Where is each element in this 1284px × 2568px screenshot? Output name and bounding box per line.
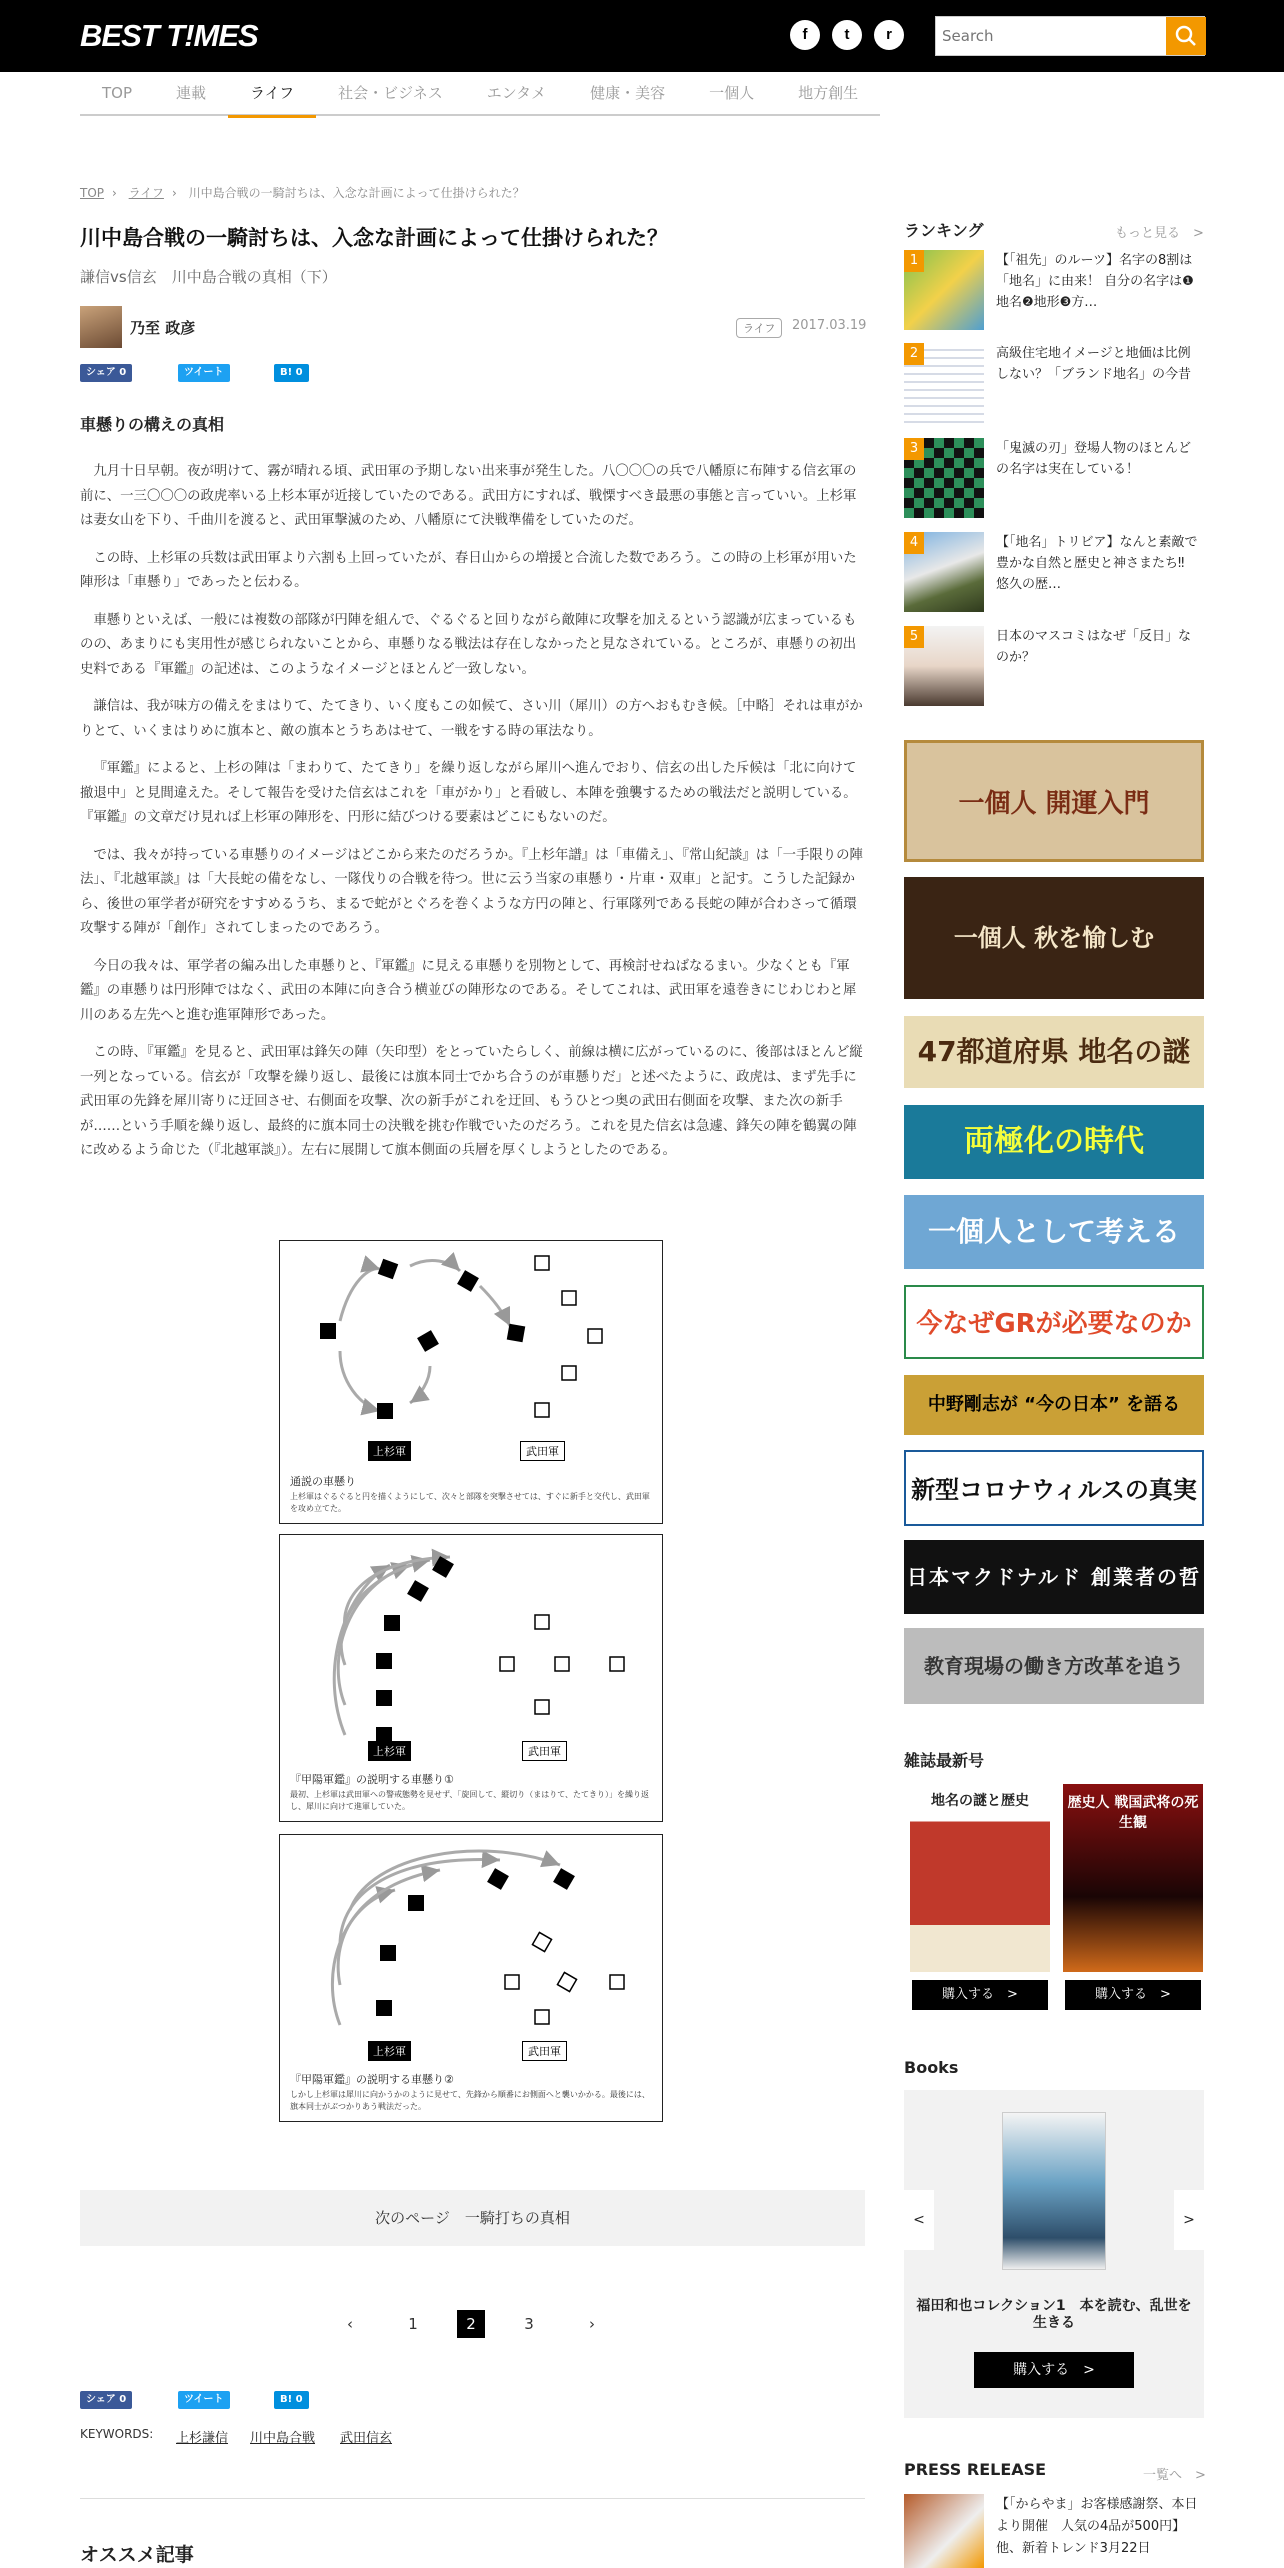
figure-caption: 『甲陽軍鑑』の説明する車懸り② bbox=[290, 2073, 454, 2086]
rank-number: 3 bbox=[904, 438, 924, 460]
search-button[interactable] bbox=[1166, 17, 1206, 55]
keyword-link[interactable]: 上杉謙信 bbox=[176, 2431, 229, 2446]
twitter-icon[interactable]: t bbox=[832, 20, 862, 50]
keywords-label: KEYWORDS: bbox=[80, 2427, 154, 2441]
ranking-item-title[interactable]: 【「地名」トリビア】なんと素敵で豊かな自然と歴史と神さまたち‼ 悠久の歴… bbox=[996, 535, 1198, 592]
uesugi-label: 上杉軍 bbox=[368, 2041, 411, 2061]
figure-description: しかし上杉軍は犀川に向かうかのように見せて、先鋒から順番にお側面へと襲いかかる。最後には、旗本同士がぶつかりあう戦法だった。 bbox=[290, 2090, 650, 2111]
ranking-item-title[interactable]: 【「祖先」のルーツ】名字の8割は「地名」に由来！ 自分の名字は❶地名❷地形❸方… bbox=[996, 253, 1194, 310]
banner-mcdonalds[interactable] bbox=[904, 1540, 1204, 1614]
nav-society-business[interactable]: 社会・ビジネス bbox=[338, 84, 443, 102]
book-title[interactable]: 福田和也コレクション1 本を読む、乱世を生きる bbox=[916, 2298, 1192, 2331]
author-name[interactable]: 乃至 政彦 bbox=[130, 319, 196, 337]
press-release-heading: PRESS RELEASE bbox=[904, 2460, 1047, 2479]
uesugi-label: 上杉軍 bbox=[368, 1441, 411, 1461]
carousel-prev-button[interactable]: < bbox=[904, 2190, 934, 2250]
ranking-thumb[interactable] bbox=[904, 438, 984, 518]
magazine-cover[interactable] bbox=[1063, 1784, 1203, 1972]
buy-button[interactable]: 購入する > bbox=[1065, 1980, 1201, 2010]
chevron-right-icon: › bbox=[171, 186, 177, 200]
ranking-thumb[interactable] bbox=[904, 532, 984, 612]
banner-kaiun[interactable] bbox=[904, 740, 1204, 862]
figure-description: 上杉軍はぐるぐると円を描くようにして、次々と部隊を突撃させては、すぐに新手と交代し、武田軍を攻め立てた。 bbox=[290, 1492, 650, 1513]
ranking-item-title[interactable]: 高級住宅地イメージと地価は比例しない？「ブランド地名」の今昔 bbox=[996, 346, 1192, 382]
banner-text: 両極化の時代 bbox=[964, 1124, 1144, 1159]
pagination-page-1[interactable]: 1 bbox=[408, 2315, 418, 2333]
divider bbox=[80, 2498, 865, 2499]
chevron-right-icon: › bbox=[112, 186, 117, 200]
quote-paragraph: 謙信は、我が味方の備えをまはりて、たてきり、いく度もこの如候て、さい川（犀川）の方へおもむき候。［中略］それは車がかりとて、いくまはりめに旗本と、敵の旗本とうちあはせて、一戦をする時の軍法なり。 bbox=[80, 699, 863, 739]
ranking-thumb[interactable] bbox=[904, 626, 984, 706]
banner-ikkojin-kangaeru[interactable] bbox=[904, 1195, 1204, 1269]
nav-health-beauty[interactable]: 健康・美容 bbox=[590, 84, 666, 102]
diagram-koyo-gunkan-1 bbox=[279, 1534, 663, 1822]
paragraph: 『軍鑑』によると、上杉の陣は「まわりて、たてきり」を繰り返しながら犀川へ進んでおり、信玄の出した斥候は「北に向けて撤退中」と見間違えた。そして報告を受けた信玄はこれを「車がかり」と看破し、本陣を強襲するための戦法だと説明している。『軍鑑』の文章だけ見れば上杉軍の陣形を、円形に結びつける要素はどこにもないのだ。 bbox=[80, 761, 857, 825]
nav-entertainment[interactable]: エンタメ bbox=[486, 84, 547, 102]
uesugi-label: 上杉軍 bbox=[368, 1741, 411, 1761]
paragraph: では、我々が持っている車懸りのイメージはどこから来たのだろうか。『上杉年譜』は「車備え」、『常山紀談』は「一手限りの陣法」、『北越軍談』は「大長蛇の備をなし、一隊伐りの合戦を待つ。世に云う当家の車懸り・片車・双車」と記す。こうした記録から、後世の軍学者が研究をすすめるうち、まるで蛇がとぐろを巻くような方円の陣と、行軍隊列である長蛇の陣が合わさって循環攻撃する陣が「創作」されてしまったのであろう。 bbox=[80, 847, 863, 936]
breadcrumb-life[interactable]: ライフ bbox=[128, 186, 164, 200]
search-icon bbox=[1166, 17, 1206, 55]
nav-top[interactable]: TOP bbox=[102, 84, 133, 102]
rank-number: 5 bbox=[904, 626, 924, 648]
diagram-conventional-kurumagakari bbox=[279, 1240, 663, 1524]
book-cover[interactable] bbox=[1002, 2112, 1106, 2270]
books-carousel bbox=[904, 2090, 1204, 2418]
ranking-heading: ランキング bbox=[904, 221, 984, 240]
banner-chimei[interactable] bbox=[904, 1016, 1204, 1088]
hatena-bookmark-button[interactable]: B! 0 bbox=[274, 364, 309, 382]
figure-caption: 通説の車懸り bbox=[290, 1475, 356, 1488]
magazines-heading: 雑誌最新号 bbox=[904, 1751, 985, 1770]
paragraph: この時、上杉軍の兵数は武田軍より六割も上回っていたが、春日山からの増援と合流した数であろう。この時の上杉軍が用いた陣形は「車懸り」であったと伝わる。 bbox=[80, 550, 857, 590]
hatena-bookmark-button[interactable]: B! 0 bbox=[274, 2391, 309, 2409]
ranking-item-title[interactable]: 「鬼滅の刃」登場人物のほとんどの名字は実在している！ bbox=[996, 441, 1192, 477]
search-input[interactable] bbox=[936, 17, 1166, 55]
figure-description: 最初、上杉軍は武田軍への警戒態勢を見せず、「旋回して、縦切り（まはりて、たてきり）」を繰り返し、犀川に向けて進軍していた。 bbox=[290, 1790, 650, 1811]
site-header bbox=[0, 0, 1284, 72]
ranking-more-link[interactable]: もっと見る > bbox=[1115, 226, 1204, 241]
book-buy-button[interactable]: 購入する > bbox=[974, 2352, 1134, 2388]
ranking-thumb[interactable] bbox=[904, 250, 984, 330]
paragraph: 今日の我々は、軍学者の編み出した車懸りと、『軍鑑』に見える車懸りを別物として、再検討せねばなるまい。少なくとも『軍鑑』の車懸りは円形陣ではなく、武田の本陣に向き合う横並びの陣形なのである。そしてこれは、武田軍を遠巻きにじわじわと犀川のある左先へと進む進軍陣形であった。 bbox=[80, 958, 857, 1023]
search-box bbox=[935, 16, 1205, 56]
pagination-prev[interactable]: ‹ bbox=[347, 2315, 353, 2333]
breadcrumb-current: 川中島合戦の一騎討ちは、入念な計画によって仕掛けられた？ bbox=[188, 186, 525, 200]
breadcrumb-top[interactable]: TOP bbox=[80, 186, 105, 200]
diagram-koyo-gunkan-2 bbox=[279, 1834, 663, 2122]
pagination-next[interactable]: › bbox=[589, 2315, 595, 2333]
category-tag[interactable]: ライフ bbox=[736, 318, 782, 338]
breadcrumb bbox=[80, 184, 533, 201]
tweet-button[interactable]: ツイート bbox=[178, 364, 230, 382]
article-body bbox=[80, 460, 865, 1177]
banner-text: 一個人 開運入門 bbox=[958, 789, 1150, 819]
paragraph: この時、『軍鑑』を見ると、武田軍は鋒矢の陣（矢印型）をとっていたらしく、前線は横に広がっているのに、後部はほとんど縦一列となっている。信玄が「攻撃を繰り返し、最後には旗本同士でかち合うのが車懸りだ」と述べたように、政虎は、まず先手に武田軍の先鋒を犀川寄りに迂回させ、右側面を攻撃、次の新手がこれを迂回、もうひとつ奥の武田右側面を攻撃、また次の新手が……という手順を繰り返し、最終的に旗本同士の決戦を挑む作戦でいたのだろう。これを見た信玄は急遽、鋒矢の陣を鶴翼の陣に改めるよう命じた（『北越軍談』）。左右に展開して旗本側面の兵層を厚くしようとしたのである。 bbox=[80, 1045, 863, 1158]
banner-nakano[interactable] bbox=[904, 1375, 1204, 1435]
books-heading: Books bbox=[904, 2058, 959, 2077]
site-logo[interactable]: BEST T!MES bbox=[80, 18, 258, 53]
nav-serial[interactable]: 連載 bbox=[176, 84, 207, 102]
takeda-label: 武田軍 bbox=[520, 1441, 565, 1461]
paragraph: 車懸りといえば、一般には複数の部隊が円陣を組んで、ぐるぐると回りながら敵陣に攻撃を加えるという認識が広まっているものの、あまりにも実用性が感じられないことから、車懸りなる戦法は存在しなかったと見なされている。ところが、車懸りの初出史料である『軍鑑』の記述は、このようなイメージとほとんど一致しない。 bbox=[80, 612, 857, 677]
main-nav bbox=[80, 72, 880, 116]
magazine-cover[interactable] bbox=[910, 1784, 1050, 1972]
ranking-thumb[interactable] bbox=[904, 343, 984, 423]
buy-button[interactable]: 購入する > bbox=[912, 1980, 1048, 2010]
rank-number: 1 bbox=[904, 250, 924, 272]
figure-caption: 『甲陽軍鑑』の説明する車懸り① bbox=[290, 1773, 454, 1786]
magazine-title: 歴史人 戦国武将の死生観 bbox=[1067, 1795, 1199, 1831]
banner-autumn[interactable] bbox=[904, 877, 1204, 999]
banner-ryokyokuka[interactable] bbox=[904, 1105, 1204, 1179]
banner-text: 教育現場の働き方改革を追う bbox=[924, 1654, 1184, 1678]
banner-text: 一個人 秋を愉しむ bbox=[953, 924, 1155, 952]
banner-text: 47都道府県 地名の謎 bbox=[917, 1035, 1191, 1068]
banner-text: 中野剛志が “今の日本” を語る bbox=[927, 1394, 1181, 1415]
publish-date: 2017.03.19 bbox=[792, 318, 867, 333]
section-heading: 車懸りの構えの真相 bbox=[80, 415, 225, 434]
keyword-link[interactable]: 川中島合戦 bbox=[250, 2431, 316, 2446]
ranking-item-title[interactable]: 日本のマスコミはなぜ「反日」なのか？ bbox=[996, 629, 1192, 665]
next-page-link[interactable]: 次のページ 一騎打ちの真相 bbox=[80, 2190, 865, 2246]
facebook-icon[interactable]: f bbox=[790, 20, 820, 50]
banner-text: 一個人として考える bbox=[927, 1215, 1180, 1248]
article-title: 川中島合戦の一騎討ちは、入念な計画によって仕掛けられた？ bbox=[80, 226, 668, 250]
carousel-next-button[interactable]: > bbox=[1174, 2190, 1204, 2250]
banner-text: 今なぜGRが必要なのか bbox=[916, 1309, 1192, 1339]
banner-corona[interactable] bbox=[904, 1450, 1204, 1526]
keyword-link[interactable]: 武田信玄 bbox=[340, 2431, 393, 2446]
magazine-title: 地名の謎と歴史 bbox=[931, 1793, 1029, 1809]
author-avatar[interactable] bbox=[80, 306, 122, 348]
press-release-title[interactable]: 【「からやま」お客様感謝祭、本日より開催 人気の4品が500円】他、新着トレンド3月22日 bbox=[996, 2497, 1198, 2556]
banner-text: 日本マクドナルド 創業者の哲 bbox=[907, 1565, 1201, 1589]
facebook-share-button[interactable]: シェア 0 bbox=[80, 2391, 132, 2409]
banner-text: 新型コロナウィルスの真実 bbox=[911, 1476, 1197, 1504]
article-subtitle: 謙信vs信玄 川中島合戦の真相（下） bbox=[80, 268, 337, 286]
banner-education[interactable] bbox=[904, 1628, 1204, 1704]
rank-number: 2 bbox=[904, 343, 924, 365]
takeda-label: 武田軍 bbox=[522, 2041, 567, 2061]
tweet-button[interactable]: ツイート bbox=[178, 2391, 230, 2409]
banner-gr[interactable] bbox=[904, 1285, 1204, 1359]
paragraph: 九月十日早朝。夜が明けて、霧が晴れる頃、武田軍の予期しない出来事が発生した。八〇〇〇の兵で八幡原に布陣する信玄軍の前に、一三〇〇〇の政虎率いる上杉本軍が近接していたのである。武田方にすれば、戦慄すべき最悪の事態と言っていい。上杉軍は妻女山を下り、千曲川を渡ると、武田軍撃滅のため、八幡原にて決戦準備をしていたのだ。 bbox=[80, 464, 857, 528]
rss-icon[interactable]: r bbox=[874, 20, 904, 50]
facebook-share-button[interactable]: シェア 0 bbox=[80, 364, 132, 382]
recommend-heading: オススメ記事 bbox=[80, 2544, 194, 2566]
nav-ikkojin[interactable]: 一個人 bbox=[709, 84, 755, 102]
rank-number: 4 bbox=[904, 532, 924, 554]
nav-regional[interactable]: 地方創生 bbox=[798, 84, 859, 102]
pagination-page-2[interactable]: 2 bbox=[457, 2310, 485, 2338]
nav-life[interactable]: ライフ bbox=[228, 72, 316, 116]
takeda-label: 武田軍 bbox=[522, 1741, 567, 1761]
pagination-page-3[interactable]: 3 bbox=[524, 2315, 534, 2333]
press-release-thumb[interactable] bbox=[904, 2494, 984, 2568]
press-release-more-link[interactable]: 一覧へ > bbox=[1143, 2468, 1206, 2483]
